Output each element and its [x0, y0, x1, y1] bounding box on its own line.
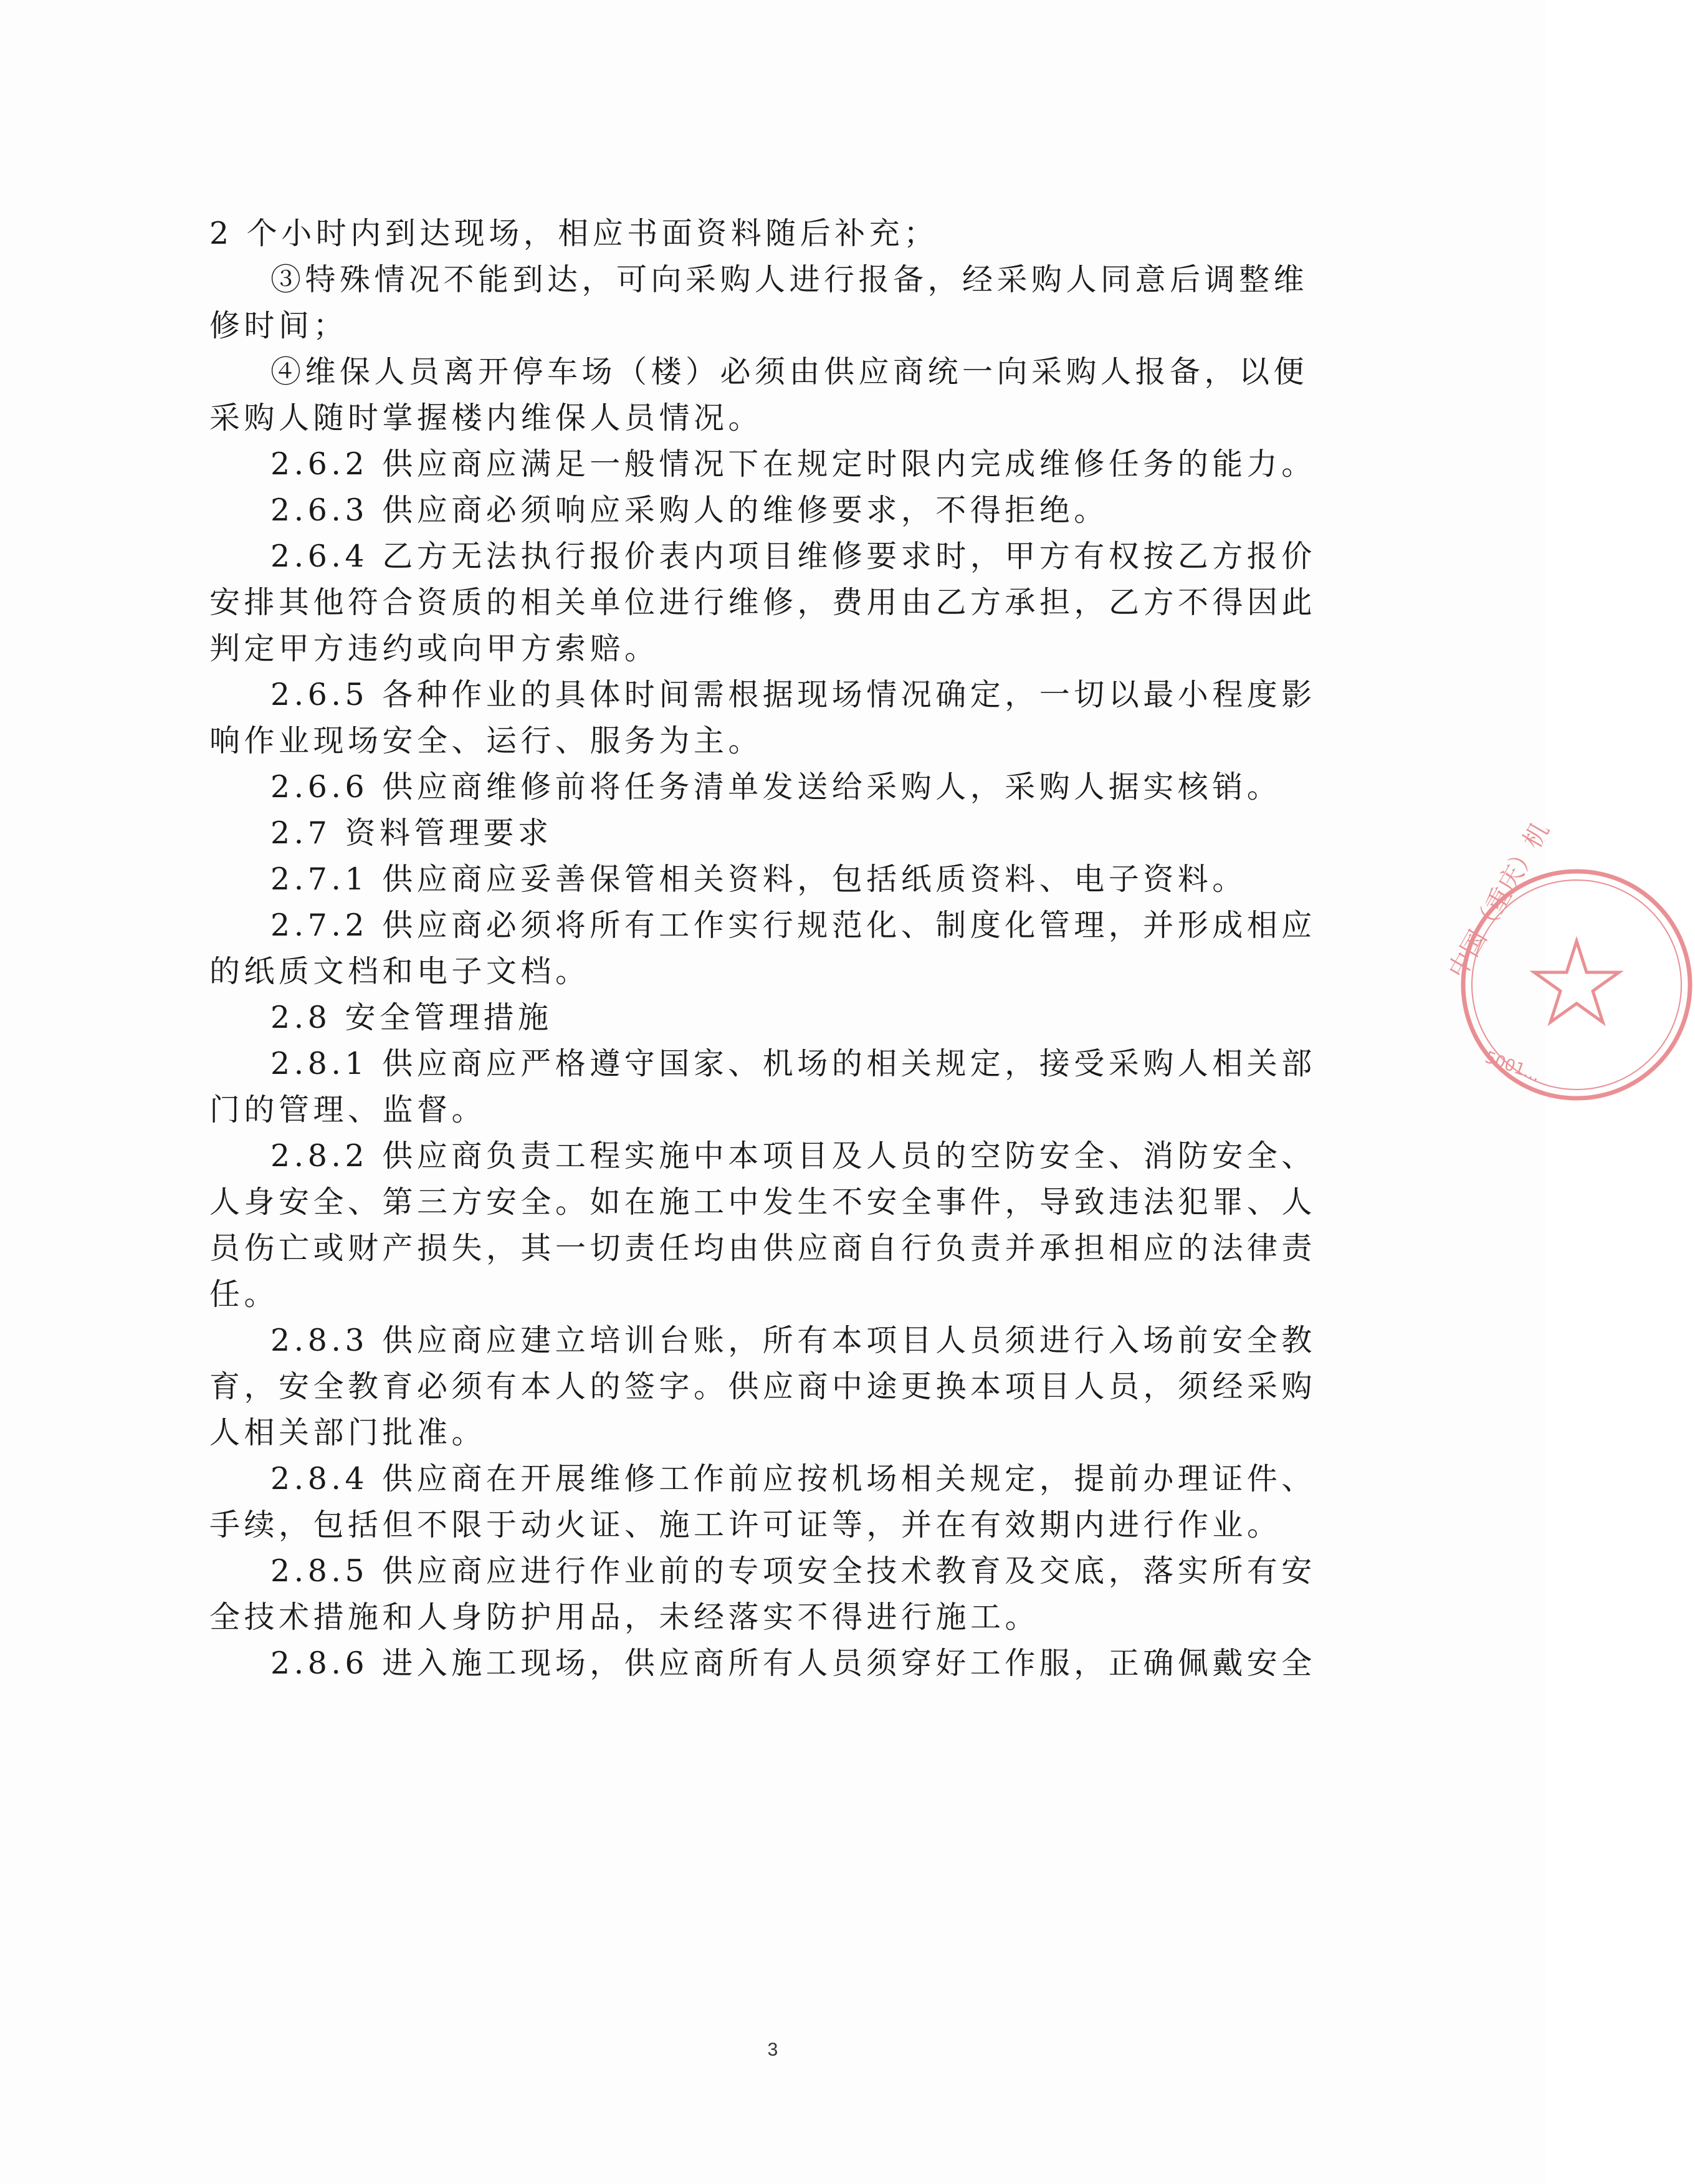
text-line: 人相关部门批准。 [209, 1415, 487, 1450]
body-text [209, 211, 1362, 1687]
company-seal-stamp [1443, 817, 1695, 1103]
text-line: 2.8.1 供应商应严格遵守国家、机场的相关规定，接受采购人相关部 [270, 1046, 1316, 1081]
text-line: 修时间； [209, 308, 348, 343]
text-line: 2 个小时内到达现场，相应书面资料随后补充； [209, 216, 938, 251]
text-line: 响作业现场安全、运行、服务为主。 [209, 723, 763, 759]
text-line: 2.8.6 进入施工现场，供应商所有人员须穿好工作服，正确佩戴安全 [270, 1645, 1316, 1681]
page-number: 3 [767, 2039, 778, 2060]
text-line: ④维保人员离开停车场（楼）必须由供应商统一向采购人报备，以便 [270, 354, 1309, 390]
text-line: 育，安全教育必须有本人的签字。供应商中途更换本项目人员，须经采购 [209, 1369, 1317, 1404]
seal-text: 中国（重庆）机 [1443, 817, 1555, 984]
text-line: 2.6.3 供应商必须响应采购人的维修要求，不得拒绝。 [270, 492, 1109, 528]
text-line: 任。 [209, 1276, 279, 1312]
text-line: 2.7.2 供应商必须将所有工作实行规范化、制度化管理，并形成相应 [270, 908, 1316, 943]
text-line: 2.8.4 供应商在开展维修工作前应按机场相关规定，提前办理证件、 [270, 1461, 1316, 1497]
text-line: 2.6.4 乙方无法执行报价表内项目维修要求时，甲方有权按乙方报价 [270, 539, 1316, 574]
text-line: 手续，包括但不限于动火证、施工许可证等，并在有效期内进行作业。 [209, 1507, 1282, 1543]
text-line: 2.6.6 供应商维修前将任务清单发送给采购人，采购人据实核销。 [270, 769, 1282, 805]
text-line: 2.7.1 供应商应妥善保管相关资料，包括纸质资料、电子资料。 [270, 861, 1247, 897]
text-line: 全技术措施和人身防护用品，未经落实不得进行施工。 [209, 1599, 1040, 1635]
text-line: 门的管理、监督。 [209, 1092, 487, 1128]
text-line: 安排其他符合资质的相关单位进行维修，费用由乙方承担，乙方不得因此 [209, 585, 1317, 620]
seal-number-text: 5001… [1482, 1048, 1543, 1086]
text-line: 判定甲方违约或向甲方索赔。 [209, 631, 659, 666]
text-line: 采购人随时掌握楼内维保人员情况。 [209, 400, 763, 436]
seal-star-icon [1534, 941, 1619, 1022]
text-line: ③特殊情况不能到达，可向采购人进行报备，经采购人同意后调整维 [270, 262, 1309, 297]
text-line: 的纸质文档和电子文档。 [209, 954, 590, 989]
text-line: 2.8.2 供应商负责工程实施中本项目及人员的空防安全、消防安全、 [270, 1138, 1316, 1174]
section-heading: 2.8 安全管理措施 [270, 1000, 553, 1035]
text-line: 2.8.3 供应商应建立培训台账，所有本项目人员须进行入场前安全教 [270, 1323, 1316, 1358]
text-line: 2.6.5 各种作业的具体时间需根据现场情况确定，一切以最小程度影 [270, 677, 1316, 712]
section-heading: 2.7 资料管理要求 [270, 815, 553, 851]
text-line: 2.6.2 供应商应满足一般情况下在规定时限内完成维修任务的能力。 [270, 446, 1316, 482]
text-line: 人身安全、第三方安全。如在施工中发生不安全事件，导致违法犯罪、人 [209, 1184, 1317, 1220]
text-line: 2.8.5 供应商应进行作业前的专项安全技术教育及交底，落实所有安 [270, 1553, 1316, 1589]
text-line: 员伤亡或财产损失，其一切责任均由供应商自行负责并承担相应的法律责 [209, 1230, 1317, 1266]
